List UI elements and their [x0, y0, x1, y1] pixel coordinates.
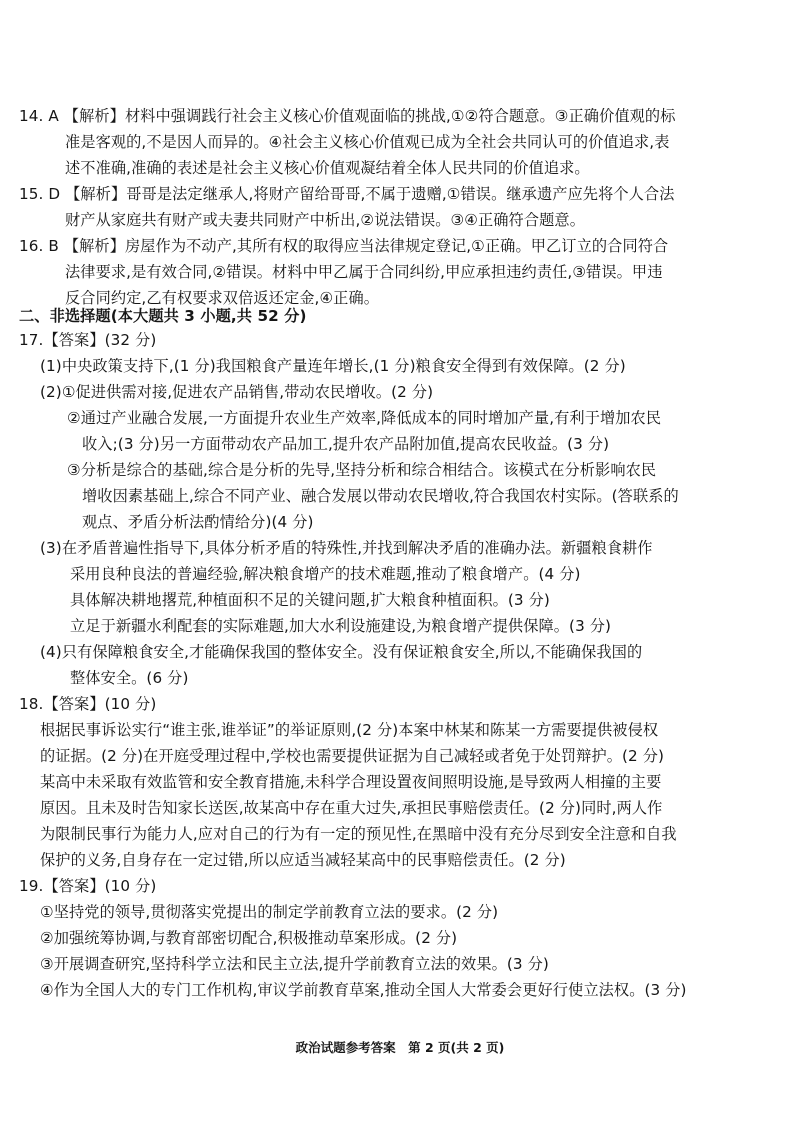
q16-line-2: 法律要求,是有效合同,②错误。材料中甲乙属于合同纠纷,甲应承担违约责任,③错误。甲违 [65, 263, 663, 281]
q17-part-2-item-3-line-3: 观点、矛盾分析法酌情给分)(4 分) [82, 513, 314, 531]
q18-heading: 18.【答案】(10 分) [19, 695, 157, 713]
q18-line-4: 原因。且未及时告知家长送医,故某高中存在重大过失,承担民事赔偿责任。(2 分)同时,两人作 [40, 799, 663, 817]
q19-heading: 19.【答案】(10 分) [19, 877, 157, 895]
section-heading: 二、非选择题(本大题共 3 小题,共 52 分) [19, 307, 307, 325]
q17-part-3-line-3: 具体解决耕地撂荒,种植面积不足的关键问题,扩大粮食种植面积。(3 分) [70, 591, 550, 609]
q14-line-2: 准是客观的,不是因人而异的。④社会主义核心价值观已成为全社会共同认可的价值追求,表 [65, 133, 670, 151]
q19-item-3: ③开展调查研究,坚持科学立法和民主立法,提升学前教育立法的效果。(3 分) [40, 955, 549, 973]
q17-heading: 17.【答案】(32 分) [19, 331, 157, 349]
q15-line-1: 15. D 【解析】哥哥是法定继承人,将财产留给哥哥,不属于遗赠,①错误。继承遗产应先将个人合法 [19, 185, 675, 203]
q18-line-3: 某高中未采取有效监管和安全教育措施,未科学合理设置夜间照明设施,是导致两人相撞的主要 [40, 773, 662, 791]
page-footer: 政治试题参考答案 第 2 页(共 2 页) [295, 1040, 505, 1055]
q18-line-6: 保护的义务,自身存在一定过错,所以应适当减轻某高中的民事赔偿责任。(2 分) [40, 851, 566, 869]
q19-item-2: ②加强统筹协调,与教育部密切配合,积极推动草案形成。(2 分) [40, 929, 458, 947]
q16-line-1: 16. B 【解析】房屋作为不动产,其所有权的取得应当法律规定登记,①正确。甲乙订立的合同符合 [19, 237, 669, 255]
q18-line-1: 根据民事诉讼实行“谁主张,谁举证”的举证原则,(2 分)本案中林某和陈某一方需要提供被侵权 [40, 721, 659, 739]
q14-line-1: 14. A 【解析】材料中强调践行社会主义核心价值观面临的挑战,①②符合题意。③正确价值观的标 [19, 107, 676, 125]
q17-part-2-item-1: (2)①促进供需对接,促进农产品销售,带动农民增收。(2 分) [40, 383, 434, 401]
q19-item-4: ④作为全国人大的专门工作机构,审议学前教育草案,推动全国人大常委会更好行使立法权。(3 分) [40, 981, 687, 999]
q17-part-2-item-3-line-2: 增收因素基础上,综合不同产业、融合发展以带动农民增收,符合我国农村实际。(答联系的 [82, 487, 679, 505]
q18-line-2: 的证据。(2 分)在开庭受理过程中,学校也需要提供证据为自己减轻或者免于处罚辩护。(2 分) [40, 747, 665, 765]
q17-part-2-item-3-line-1: ③分析是综合的基础,综合是分析的先导,坚持分析和综合相结合。该模式在分析影响农民 [67, 461, 657, 479]
q17-part-3-line-1: (3)在矛盾普遍性指导下,具体分析矛盾的特殊性,并找到解决矛盾的准确办法。新疆粮食耕作 [40, 539, 653, 557]
q17-part-4-line-1: (4)只有保障粮食安全,才能确保我国的整体安全。没有保证粮食安全,所以,不能确保我国的 [40, 643, 643, 661]
q17-part-4-line-2: 整体安全。(6 分) [70, 669, 189, 687]
q15-line-2: 财产从家庭共有财产或夫妻共同财产中析出,②说法错误。③④正确符合题意。 [65, 211, 585, 229]
q17-part-2-item-2-line-1: ②通过产业融合发展,一方面提升农业生产效率,降低成本的同时增加产量,有利于增加农民 [67, 409, 662, 427]
q18-line-5: 为限制民事行为能力人,应对自己的行为有一定的预见性,在黑暗中没有充分尽到安全注意和自我 [40, 825, 677, 843]
q17-part-3-line-4: 立足于新疆水利配套的实际难题,加大水利设施建设,为粮食增产提供保障。(3 分) [70, 617, 612, 635]
q19-item-1: ①坚持党的领导,贯彻落实党提出的制定学前教育立法的要求。(2 分) [40, 903, 499, 921]
q17-part-3-line-2: 采用良种良法的普遍经验,解决粮食增产的技术难题,推动了粮食增产。(4 分) [70, 565, 581, 583]
q14-line-3: 述不准确,准确的表述是社会主义核心价值观凝结着全体人民共同的价值追求。 [65, 159, 590, 177]
q17-part-2-item-2-line-2: 收入;(3 分)另一方面带动农产品加工,提升农产品附加值,提高农民收益。(3 分) [82, 435, 610, 453]
q17-part-1: (1)中央政策支持下,(1 分)我国粮食产量连年增长,(1 分)粮食安全得到有效保障。(2 分) [40, 357, 626, 375]
q16-line-3: 反合同约定,乙有权要求双倍返还定金,④正确。 [65, 289, 380, 307]
